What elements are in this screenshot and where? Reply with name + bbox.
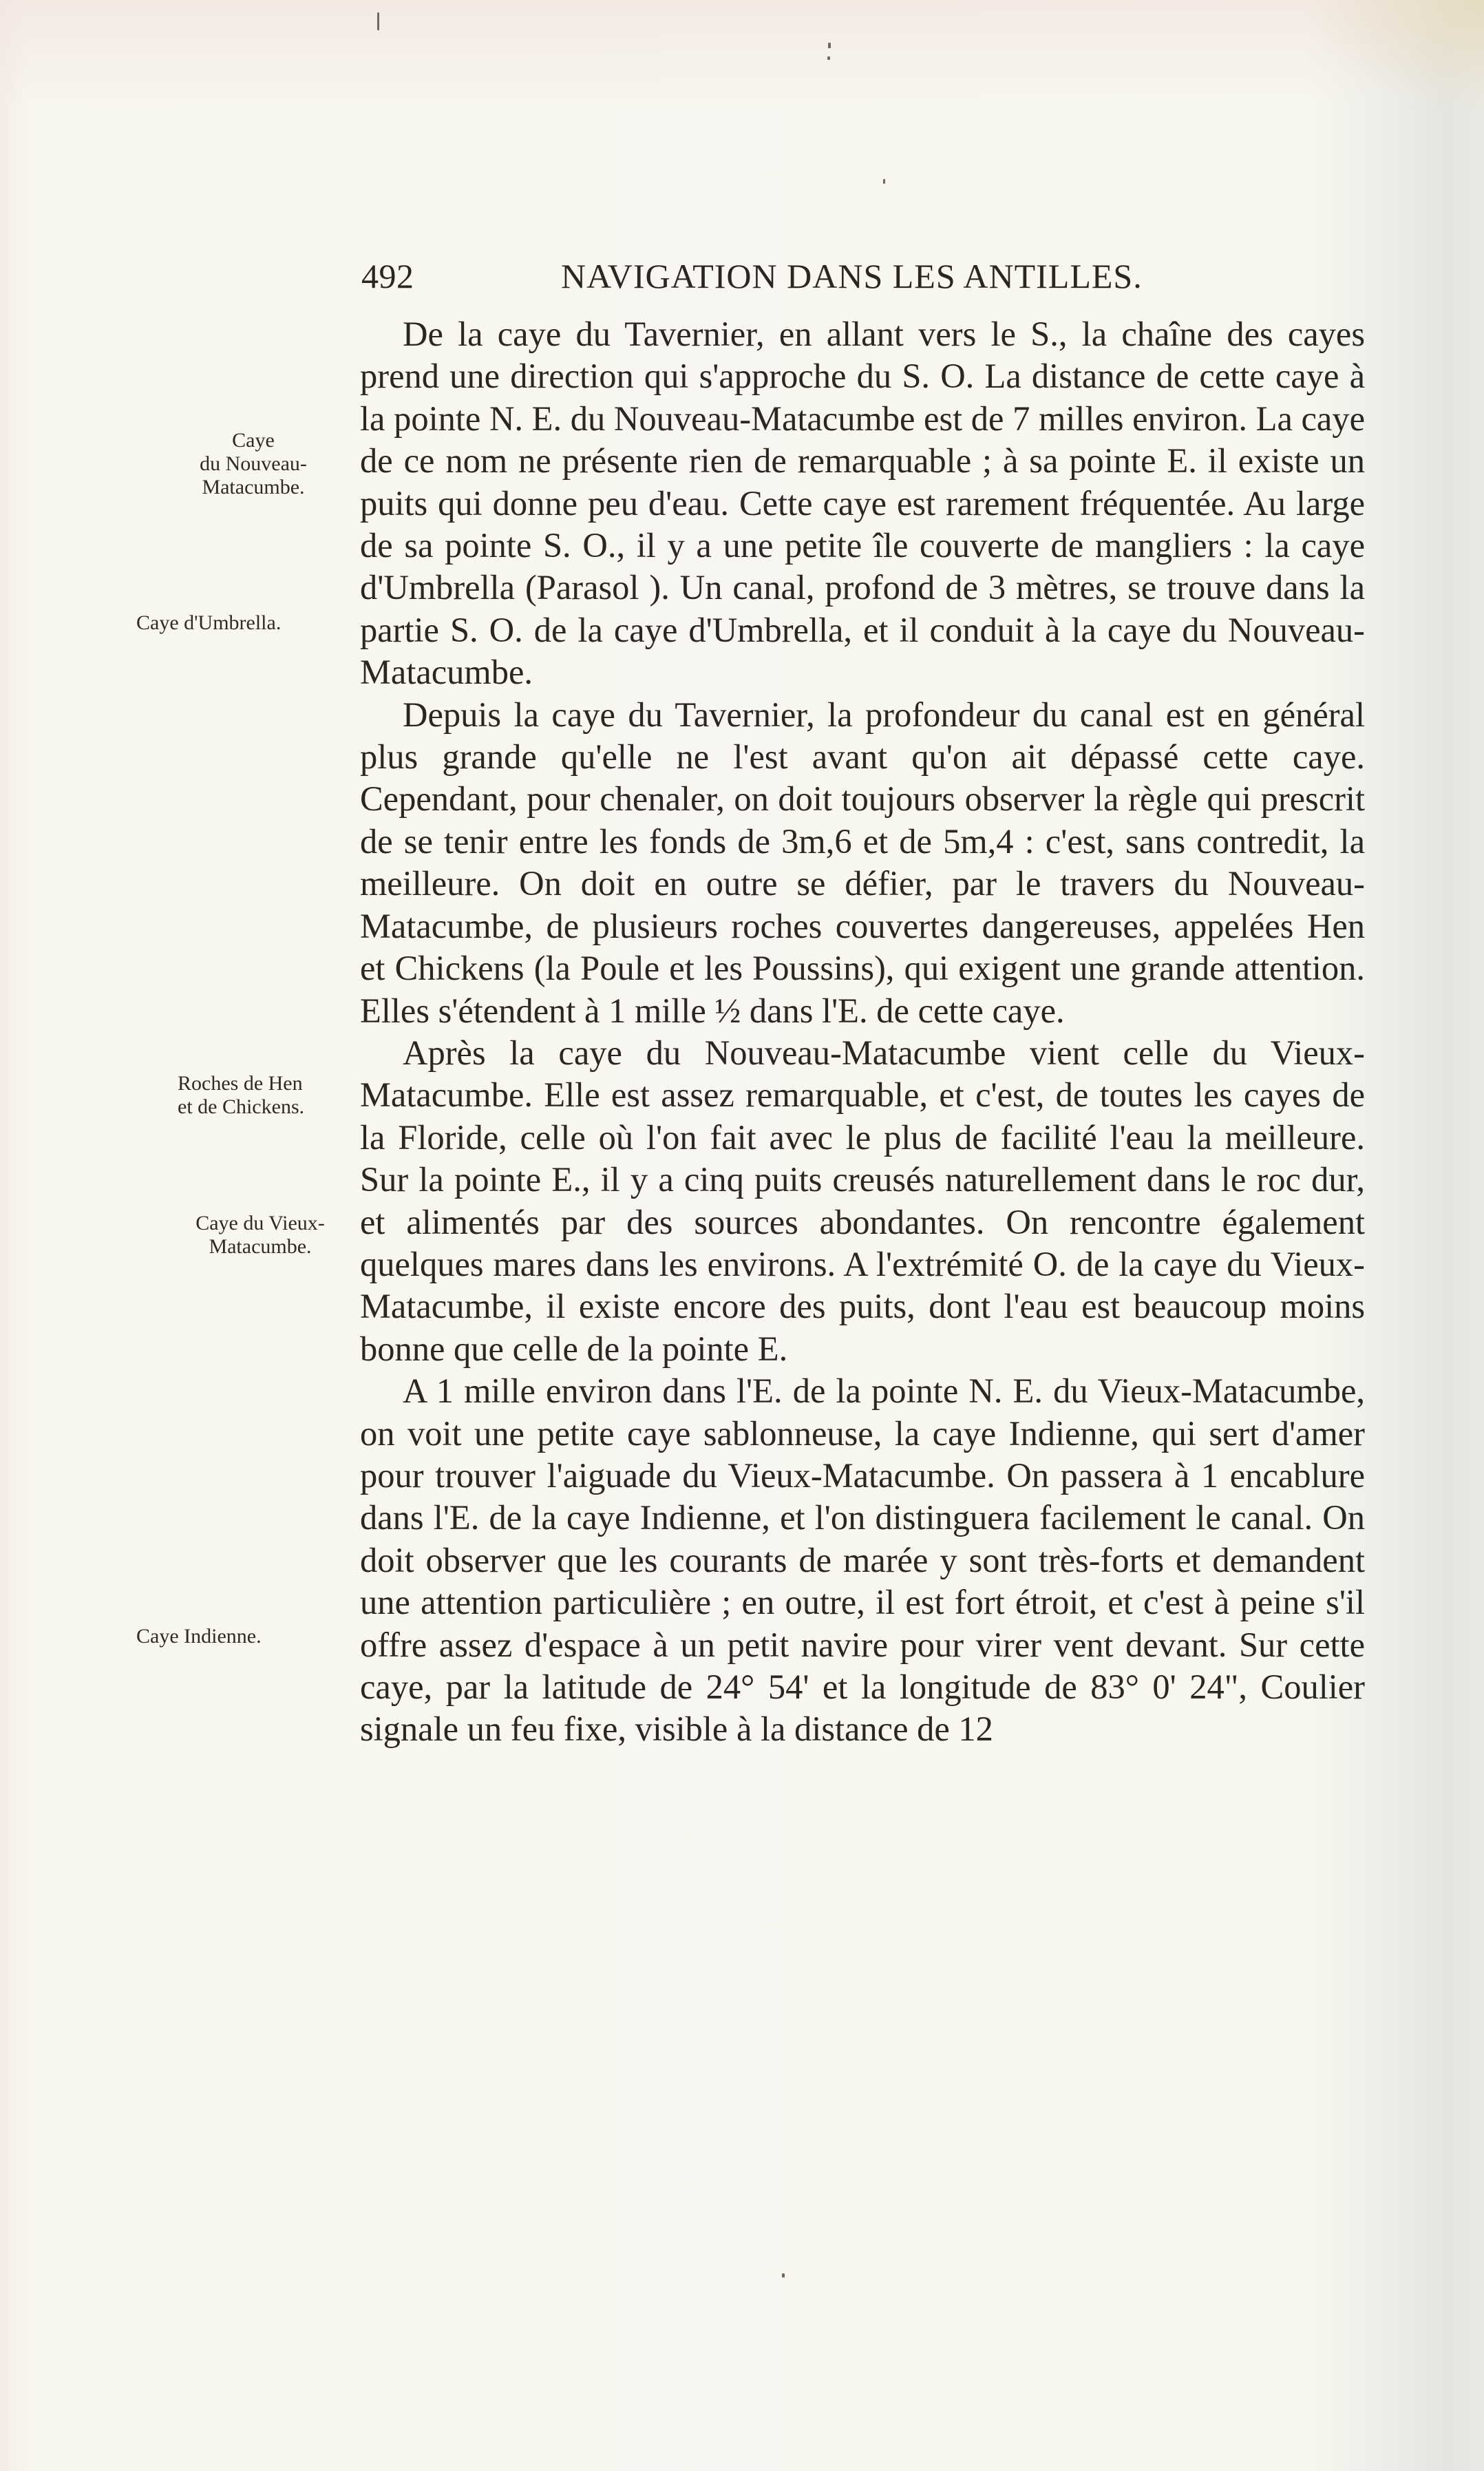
paragraph: Depuis la caye du Tavernier, la profondeur du canal est en général plus grande qu'elle ne l'est avant qu'on ait dépassé cette caye. Cependant, pour chenaler, on doit toujours observer la règle qui prescrit de se tenir entre les fonds de 3m,6 et de 5m,4 : c'est, sans contredit, la meilleure. On doit en outre se défier, par le travers du Nouveau-Matacumbe, de plusieurs roches couvertes dangereuses, appelées Hen et Chickens (la Poule et les Poussins), qui exigent une grande attention. Elles s'étendent à 1 mille ½ dans l'E. de cette caye. [360, 695, 1365, 1030]
margin-note-vieux-matacumbe [184, 1212, 336, 1259]
margin-note-umbrella [136, 611, 343, 635]
body-text [360, 313, 1365, 1751]
scan-mark [782, 2273, 785, 2278]
margin-note-hen-chickens [178, 1072, 343, 1119]
margin-note-line: Caye du Vieux- [195, 1212, 325, 1234]
margin-note-line: du Nouveau- [200, 452, 307, 475]
margin-note-line: Matacumbe. [209, 1235, 312, 1258]
margin-note-line: Matacumbe. [202, 476, 305, 498]
scan-mark [377, 12, 379, 30]
margin-note-line: Caye d'Umbrella. [136, 611, 282, 634]
paragraph: A 1 mille environ dans l'E. de la pointe N. E. du Vieux-Matacumbe, on voit une petite caye sablonneuse, la caye Indienne, qui sert d'amer pour trouver l'aiguade du Vieux-Matacumbe. On passera à 1 encablure dans l'E. de la caye Indienne, et l'on distinguera facilement le canal. On doit observer que les courants de marée y sont très-forts et demandent une attention particulière ; en outre, il est fort étroit, et c'est à peine s'il offre assez d'espace à un petit navire pour virer vent devant. Sur cette caye, par la latitude de 24° 54' et la longitude de 83° 0' 24", Coulier signale un feu fixe, visible à la distance de 12 [360, 1371, 1365, 1749]
scan-mark [828, 43, 831, 48]
paragraph: De la caye du Tavernier, en allant vers le S., la chaîne des cayes prend une direction qui s'approche du S. O. La distance de cette caye à la pointe N. E. du Nouveau-Matacumbe est de 7 milles environ. La caye de ce nom ne présente rien de remarquable ; à sa pointe E. il existe un puits qui donne peu d'eau. Cette caye est rarement fréquentée. Au large de sa pointe S. O., il y a une petite île couverte de mangliers : la caye d'Umbrella (Parasol ). Un canal, profond de 3 mètres, se trouve dans la partie S. O. de la caye d'Umbrella, et il conduit à la caye du Nouveau-Matacumbe. [360, 315, 1365, 692]
margin-note-line: Roches de Hen [178, 1072, 303, 1095]
margin-note-line: Caye [232, 429, 275, 452]
margin-note-line: et de Chickens. [178, 1095, 305, 1118]
scan-mark [827, 56, 830, 60]
margin-note-indienne [136, 1625, 343, 1648]
running-head [361, 256, 1380, 297]
scan-mark [883, 179, 885, 184]
paragraph: Après la caye du Nouveau-Matacumbe vient celle du Vieux-Matacumbe. Elle est assez remarquable, et c'est, de toutes les cayes de la Floride, celle où l'on fait avec le plus de facilité l'eau la meilleure. Sur la pointe E., il y a cinq puits creusés naturellement dans le roc dur, et alimentés par des sources abondantes. On rencontre également quelques mares dans les environs. A l'extrémité O. de la caye du Vieux-Matacumbe, il existe encore des puits, dont l'eau est beaucoup moins bonne que celle de la pointe E. [360, 1033, 1365, 1368]
page-number: 492 [361, 257, 414, 295]
running-title: NAVIGATION DANS LES ANTILLES. [561, 257, 1143, 295]
margin-note-nouveau-matacumbe [164, 429, 343, 499]
margin-note-line: Caye Indienne. [136, 1625, 262, 1648]
